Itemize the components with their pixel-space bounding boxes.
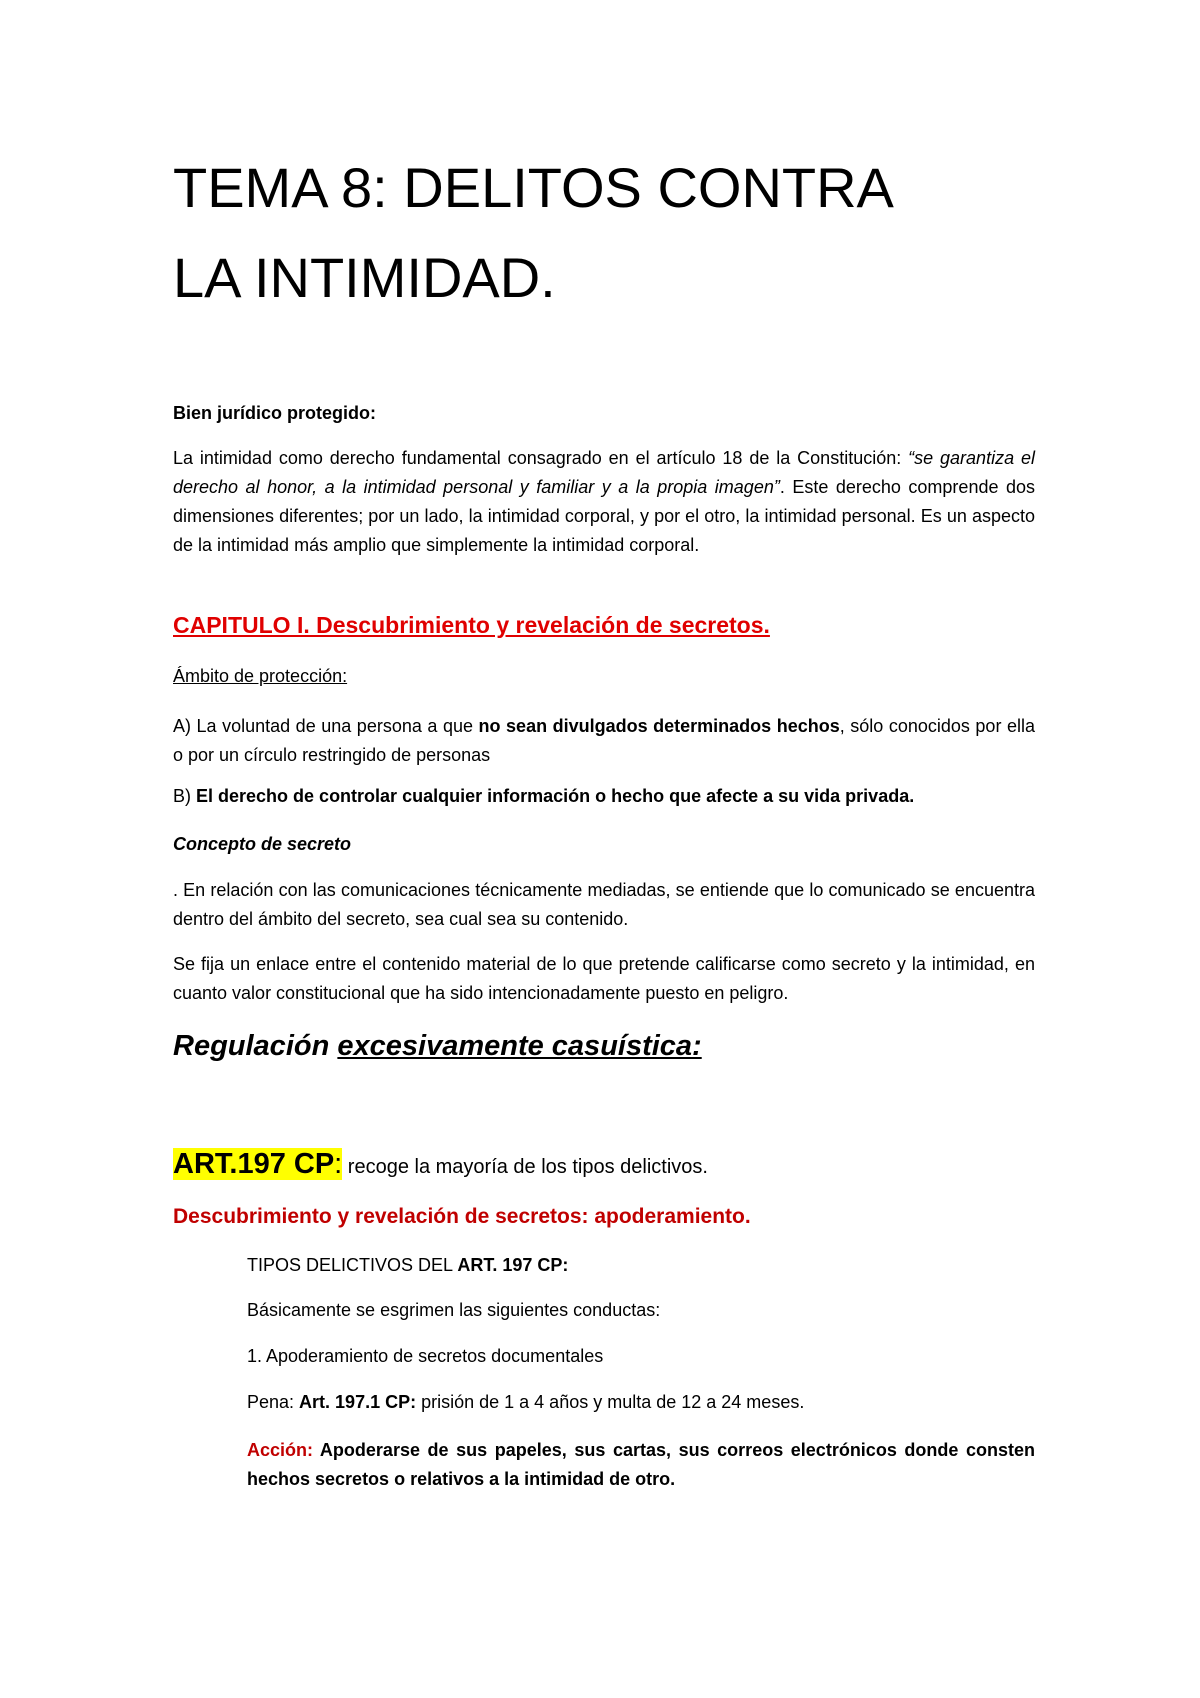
tipos-intro: Básicamente se esgrimen las siguientes conductas: — [247, 1300, 661, 1320]
chapter-title: CAPITULO I. Descubrimiento y revelación de secretos. — [173, 612, 770, 638]
ambito-a-rest: , sólo conocidos por ella o por un círculo restringido de personas — [173, 716, 1035, 765]
regulacion-word: Regulación — [173, 1030, 330, 1062]
ambito-a-bold: no sean divulgados determinados hechos — [478, 716, 840, 736]
pena-art: Art. 197.1 CP: — [299, 1392, 417, 1412]
pena-label: Pena: — [247, 1392, 300, 1412]
tipos-heading-plain: TIPOS DELICTIVOS DEL — [247, 1255, 458, 1275]
bien-juridico-rest: . Este derecho comprende dos dimensiones diferentes; por un lado, la intimidad corporal, y por el otro, la intimidad personal. Es un aspecto de la intimidad más amplio que simplemente la intimidad corporal. — [173, 477, 1035, 555]
art197-colon: : — [334, 1148, 343, 1180]
accion-paragraph — [247, 1436, 1035, 1494]
document-title-line2: LA INTIMIDAD. — [173, 246, 556, 309]
descubrimiento-heading: Descubrimiento y revelación de secretos: apoderamiento. — [173, 1205, 751, 1228]
tipos-heading — [247, 1255, 568, 1276]
bien-juridico-heading: Bien jurídico protegido: — [173, 403, 376, 423]
accion-label: Acción: — [247, 1440, 314, 1460]
art197-line — [173, 1148, 708, 1181]
ambito-a-prefix: A) La voluntad de una persona a que — [173, 716, 479, 736]
concepto-heading: Concepto de secreto — [173, 834, 352, 854]
ambito-b-bold: El derecho de controlar cualquier información o hecho que afecte a su vida privada. — [196, 786, 915, 806]
pena-text: prisión de 1 a 4 años y multa de 12 a 24 meses. — [416, 1392, 805, 1412]
ambito-item-b — [173, 786, 914, 807]
regulacion-heading — [173, 1030, 702, 1063]
bien-juridico-intro: La intimidad como derecho fundamental consagrado en el artículo 18 de la Constitución: — [173, 448, 909, 468]
regulacion-underlined: excesivamente casuística: — [337, 1030, 702, 1062]
ambito-b-prefix: B) — [173, 786, 197, 806]
tipos-heading-bold: ART. 197 CP: — [457, 1255, 569, 1275]
constitution-quote: “se garantiza el derecho al honor, a la intimidad personal y familiar y a la propia imagen” — [173, 448, 1035, 497]
pena-line — [247, 1392, 804, 1413]
art197-text: recoge la mayoría de los tipos delictivos. — [342, 1156, 708, 1178]
accion-text: Apoderarse de sus papeles, sus cartas, sus correos electrónicos donde consten hechos secretos o relativos a la intimidad de otro. — [247, 1440, 1035, 1489]
bien-juridico-paragraph — [173, 444, 1035, 560]
concepto-paragraph-2: Se fija un enlace entre el contenido material de lo que pretende calificarse como secreto y la intimidad, en cuanto valor constitucional que ha sido intencionadamente puesto en peligro. — [173, 954, 1035, 1003]
concepto-paragraph-1: . En relación con las comunicaciones técnicamente mediadas, se entiende que lo comunicado se encuentra dentro del ámbito del secreto, sea cual sea su contenido. — [173, 880, 1035, 929]
ambito-heading: Ámbito de protección: — [173, 666, 348, 686]
document-title-line1: TEMA 8: DELITOS CONTRA — [173, 156, 894, 219]
tipos-item-1: 1. Apoderamiento de secretos documentales — [247, 1346, 604, 1366]
ambito-item-a — [173, 712, 1035, 770]
art197-label: ART.197 CP — [173, 1148, 335, 1180]
